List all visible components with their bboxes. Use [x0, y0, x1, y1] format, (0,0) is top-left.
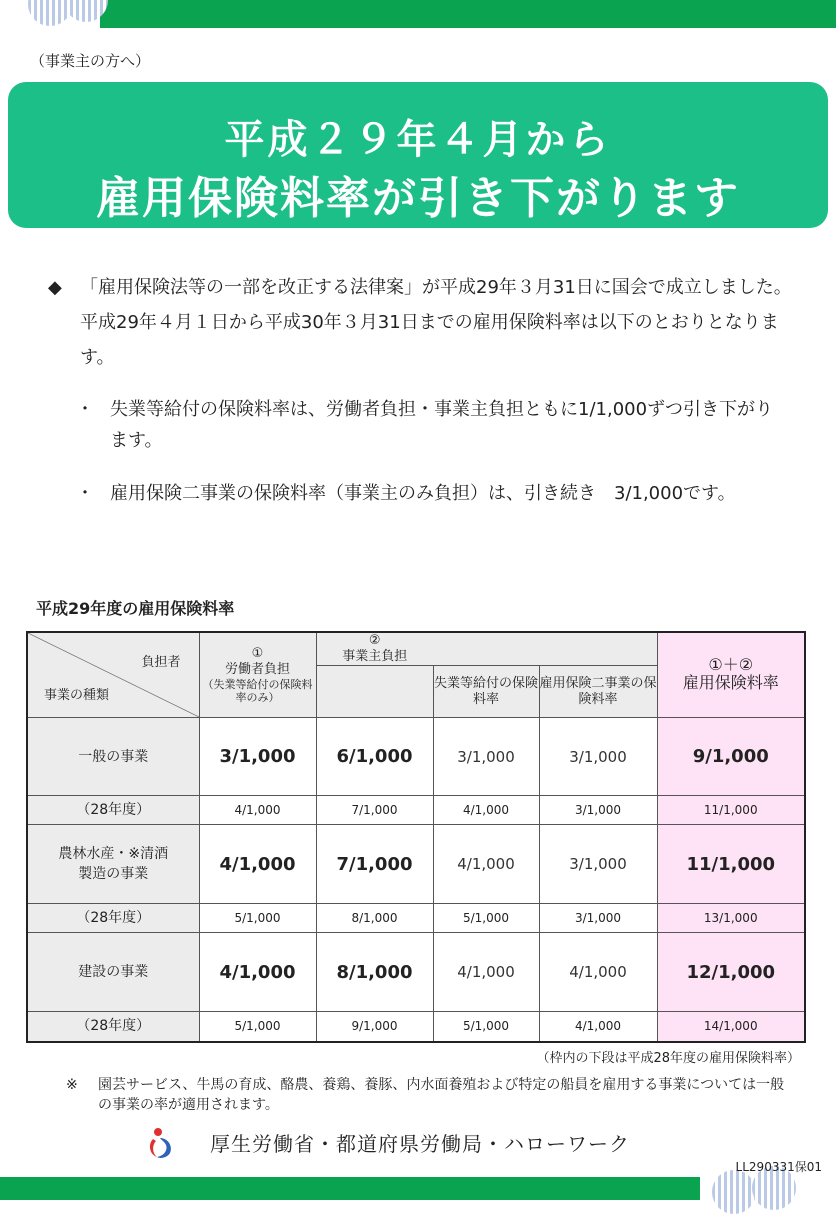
table-row: [27, 825, 805, 904]
total-rate-cell: 9/1,000: [657, 718, 805, 796]
previous-two-projects-rate-cell: 3/1,000: [539, 796, 657, 825]
two-projects-rate-cell: 3/1,000: [539, 825, 657, 904]
worker-share-header: [199, 632, 316, 718]
table-row-previous-year: [27, 796, 805, 825]
previous-unemployment-benefit-rate-cell: 4/1,000: [433, 796, 539, 825]
bullet-text: 雇用保険二事業の保険料率（事業主のみ負担）は、引き続き 3/1,000です。: [110, 483, 736, 504]
unemployment-benefit-rate-cell: 4/1,000: [433, 933, 539, 1012]
addressee-label: （事業主の方へ）: [30, 52, 151, 70]
previous-worker-rate-cell: 4/1,000: [199, 796, 316, 825]
total-number-label: ①＋②: [708, 655, 754, 674]
employer-share-header: [316, 632, 433, 666]
worker-rate-cell: 4/1,000: [199, 825, 316, 904]
headline-banner: [8, 82, 828, 228]
previous-worker-rate-cell: 5/1,000: [199, 904, 316, 933]
previous-worker-rate-cell: 5/1,000: [199, 1012, 316, 1042]
headline-line-1: 平成２９年４月から: [224, 117, 612, 163]
striped-circle-decoration: [712, 1170, 756, 1214]
bullet-text: 失業等給付の保険料率は、労働者負担・事業主負担ともに1/1,000ずつ引き下がります。: [110, 399, 774, 451]
two-projects-rate-header: 雇用保険二事業の保険料率: [539, 666, 657, 718]
two-projects-rate-cell: 3/1,000: [539, 718, 657, 796]
total-rate-cell: 12/1,000: [657, 933, 805, 1012]
worker-rate-cell: 3/1,000: [199, 718, 316, 796]
business-kind-cell: 一般の事業: [27, 718, 199, 796]
diamond-bullet-icon: ◆: [48, 277, 62, 298]
two-projects-rate-cell: 4/1,000: [539, 933, 657, 1012]
previous-two-projects-rate-cell: 4/1,000: [539, 1012, 657, 1042]
table-note: （枠内の下段は平成28年度の雇用保険料率）: [536, 1051, 800, 1066]
unemployment-benefit-rate-header: 失業等給付の保険料率: [433, 666, 539, 718]
lead-paragraph: [48, 270, 793, 375]
business-kind-cell: 建設の事業: [27, 933, 199, 1012]
bullet-item: [76, 478, 781, 509]
employer-header-spacer: [433, 632, 657, 666]
employer-subheader-blank: [316, 666, 433, 718]
bullet-dot-icon: ・: [76, 483, 94, 504]
previous-employer-rate-cell: 8/1,000: [316, 904, 433, 933]
worker-share-label: 労働者負担: [224, 662, 290, 677]
previous-total-rate-cell: 13/1,000: [657, 904, 805, 933]
employer-number-label: ②: [368, 633, 381, 648]
headline-line-2: 雇用保険料率が引き下がります: [96, 173, 740, 224]
total-rate-label: 雇用保険料率: [682, 673, 779, 692]
table-row-previous-year: [27, 1012, 805, 1042]
worker-number-label: ①: [251, 646, 264, 661]
business-kind-cell: 農林水産・※清酒製造の事業: [27, 825, 199, 904]
header-diagonal-cell: [27, 632, 199, 718]
employer-rate-cell: 8/1,000: [316, 933, 433, 1012]
employer-rate-cell: 6/1,000: [316, 718, 433, 796]
table-title: 平成29年度の雇用保険料率: [36, 599, 235, 618]
worker-rate-cell: 4/1,000: [199, 933, 316, 1012]
previous-total-rate-cell: 14/1,000: [657, 1012, 805, 1042]
previous-total-rate-cell: 11/1,000: [657, 796, 805, 825]
unemployment-benefit-rate-cell: 4/1,000: [433, 825, 539, 904]
bullet-item: [76, 394, 781, 456]
total-rate-cell: 11/1,000: [657, 825, 805, 904]
previous-employer-rate-cell: 7/1,000: [316, 796, 433, 825]
table-row: [27, 933, 805, 1012]
previous-employer-rate-cell: 9/1,000: [316, 1012, 433, 1042]
lead-text: 「雇用保険法等の一部を改正する法律案」が平成29年３月31日に国会で成立しました。平成29年４月１日から平成30年３月31日までの雇用保険料率は以下のとおりとなります。: [80, 277, 792, 368]
previous-two-projects-rate-cell: 3/1,000: [539, 904, 657, 933]
bullet-dot-icon: ・: [76, 399, 94, 420]
table-row-previous-year: [27, 904, 805, 933]
footnote-mark: ※: [66, 1077, 78, 1093]
previous-unemployment-benefit-rate-cell: 5/1,000: [433, 904, 539, 933]
employer-share-label: 事業主負担: [342, 649, 408, 664]
employer-rate-cell: 7/1,000: [316, 825, 433, 904]
rate-table: [26, 631, 806, 1043]
worker-share-note: （失業等給付の保険料率のみ）: [202, 678, 313, 704]
footnote-text: 園芸サービス、牛馬の育成、酪農、養鶏、養豚、内水面養殖および特定の船員を雇用する事業については一般の事業の率が適用されます。: [98, 1077, 785, 1113]
total-rate-header: [657, 632, 805, 718]
top-decorative-bar: [0, 0, 836, 28]
business-kind-header-label: 事業の種類: [44, 688, 110, 703]
footnote: [66, 1075, 786, 1115]
table-row: [27, 718, 805, 796]
ministry-logo-icon: [146, 1126, 176, 1160]
unemployment-benefit-rate-cell: 3/1,000: [433, 718, 539, 796]
previous-year-label: （28年度）: [27, 1012, 199, 1042]
payer-header-label: 負担者: [141, 655, 181, 670]
previous-year-label: （28年度）: [27, 904, 199, 933]
document-code: LL290331保01: [735, 1160, 822, 1174]
previous-unemployment-benefit-rate-cell: 5/1,000: [433, 1012, 539, 1042]
ministry-name: 厚生労働省・都道府県労働局・ハローワーク: [210, 1132, 630, 1156]
previous-year-label: （28年度）: [27, 796, 199, 825]
